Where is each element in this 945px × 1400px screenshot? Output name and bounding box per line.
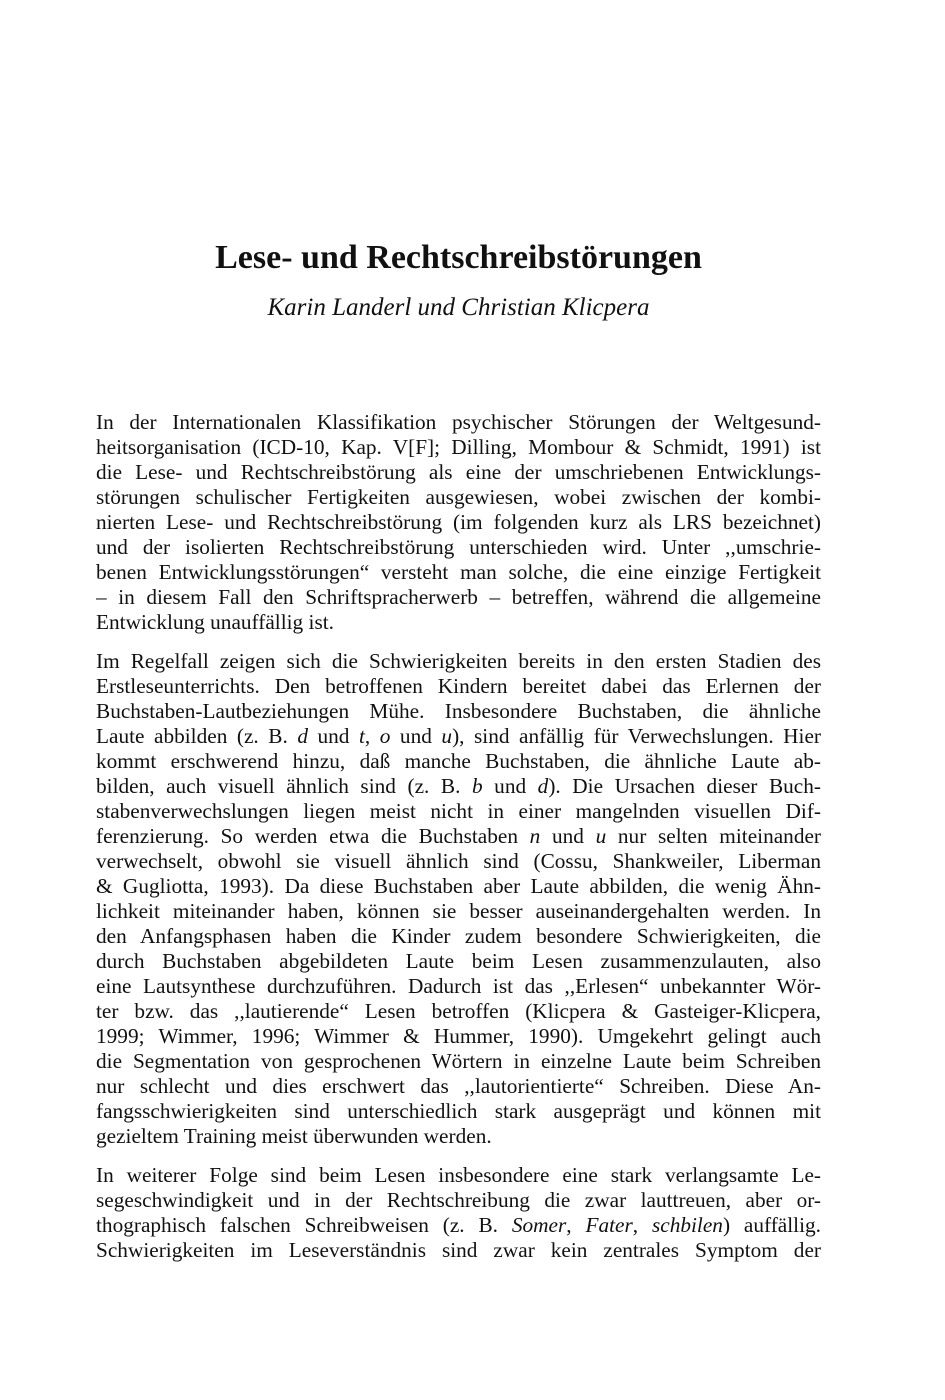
paragraph [96,649,821,1149]
text-run: und [307,724,359,748]
text-line [96,824,821,849]
italic-term: schbilen [651,1213,723,1237]
text-run: und [390,724,442,748]
text-run: , [632,1213,652,1237]
text-line [96,724,821,749]
text-line: Erstleseunterrichts. Den betroffenen Kindern bereitet dabei das Erlernen der [96,674,821,698]
text-line: – in diesem Fall den Schriftspracherwerb – betreffen, während die allgemeine [96,585,821,609]
text-run: thographisch falschen Schreibweisen (z. B. [96,1213,512,1237]
italic-term: t [358,724,365,748]
text-line: ter bzw. das ,,lautierende“ Lesen betroffen (Klicpera & Gasteiger-Klicpera, [96,999,821,1023]
italic-term: b [471,774,483,798]
italic-term: o [379,724,391,748]
text-run: ferenzierung. So werden etwa die Buchstaben [96,824,530,848]
text-line: Schwierigkeiten im Leseverständnis sind zwar kein zentrales Symptom der [96,1238,821,1262]
text-line: die Segmentation von gesprochenen Wörtern in einzelne Laute beim Schreiben [96,1049,821,1073]
italic-term: n [529,824,541,848]
text-line: Im Regelfall zeigen sich die Schwierigkeiten bereits in den ersten Stadien des [96,649,821,673]
paragraph [96,1163,821,1263]
text-run: ). Die Ursachen dieser Buch- [548,774,821,798]
italic-term: d [297,724,308,748]
text-line: die Lese- und Rechtschreibstörung als eine der umschriebenen Entwicklungs- [96,460,821,484]
text-line: stabenverwechslungen liegen meist nicht in einer mangelnden visuellen Dif- [96,799,821,823]
text-run: bilden, auch visuell ähnlich sind (z. B. [96,774,472,798]
text-run: Laute abbilden (z. B. [96,724,298,748]
text-line: segeschwindigkeit und in der Rechtschreibung die zwar lauttreuen, aber or- [96,1188,821,1212]
text-run: ), sind anfällig für Verwechslungen. Hier [452,724,821,748]
text-run: ) auffällig. [722,1213,821,1237]
text-line: verwechselt, obwohl sie visuell ähnlich sind (Cossu, Shankweiler, Liberman [96,849,821,873]
text-line: benen Entwicklungsstörungen“ versteht man solche, die eine einzige Fertigkeit [96,560,821,584]
text-run: und [540,824,596,848]
italic-term: d [537,774,549,798]
paragraph [96,410,821,635]
text-line: fangsschwierigkeiten sind unterschiedlich stark ausgeprägt und können mit [96,1099,821,1123]
text-line [96,1213,821,1238]
italic-term: Somer [511,1213,567,1237]
text-run: , [364,724,380,748]
text-line: In der Internationalen Klassifikation psychischer Störungen der Weltgesund- [96,410,821,434]
text-line: eine Lautsynthese durchzuführen. Dadurch ist das ,,Erlesen“ unbekannter Wör- [96,974,821,998]
text-run: nur selten miteinander [606,824,821,848]
text-line: durch Buchstaben abgebildeten Laute beim Lesen zusammenzulauten, also [96,949,821,973]
text-line: nierten Lese- und Rechtschreibstörung (im folgenden kurz als LRS bezeichnet) [96,510,821,534]
text-line: störungen schulischer Fertigkeiten ausgewiesen, wobei zwischen der kombi- [96,485,821,509]
text-line: lichkeit miteinander haben, können sie besser auseinandergehalten werden. In [96,899,821,923]
italic-term: Fater [585,1213,633,1237]
text-line: & Gugliotta, 1993). Da diese Buchstaben aber Laute abbilden, die wenig Ähn- [96,874,821,898]
author-line: Karin Landerl und Christian Klicpera [267,294,650,321]
text-run: , [566,1213,586,1237]
article-body [96,410,821,1277]
text-line: In weiterer Folge sind beim Lesen insbesondere eine stark verlangsamte Le- [96,1163,821,1187]
text-line: kommt erschwerend hinzu, daß manche Buchstaben, die ähnliche Laute ab- [96,749,821,773]
text-line: Entwicklung unauffällig ist. [96,610,334,634]
italic-term: u [595,824,607,848]
text-line: Buchstaben-Lautbeziehungen Mühe. Insbesondere Buchstaben, die ähnliche [96,699,821,723]
text-line: nur schlecht und dies erschwert das ,,lautorientierte“ Schreiben. Diese An- [96,1074,821,1098]
text-run: und [482,774,538,798]
italic-term: u [441,724,453,748]
text-line: und der isolierten Rechtschreibstörung unterschieden wird. Unter ,,umschrie- [96,535,821,559]
text-line: gezieltem Training meist überwunden werden. [96,1124,492,1148]
text-line: den Anfangsphasen haben die Kinder zudem besondere Schwierigkeiten, die [96,924,821,948]
text-line: 1999; Wimmer, 1996; Wimmer & Hummer, 1990). Umgekehrt gelingt auch [96,1024,821,1048]
text-line: heitsorganisation (ICD-10, Kap. V[F]; Dilling, Mombour & Schmidt, 1991) ist [96,435,821,459]
text-line [96,774,821,799]
page-title: Lese- und Rechtschreibstörungen [215,239,702,276]
